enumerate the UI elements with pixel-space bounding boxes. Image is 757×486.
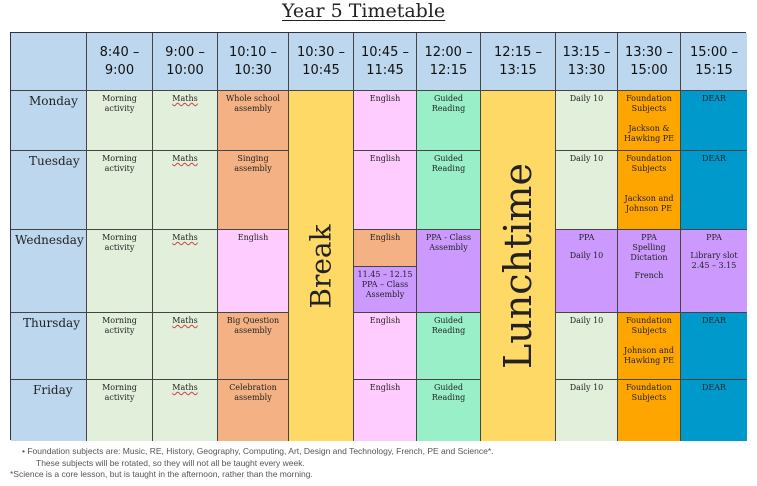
monday-daily-10: Daily 10 [556,91,618,151]
monday-english: English [354,91,417,151]
friday-guided-reading: Guided Reading [417,380,481,441]
corner-cell [11,33,87,91]
tuesday-assembly: Singing assembly [218,151,289,230]
time-header: 10:45 – 11:45 [354,33,417,91]
thursday-dear: DEAR [681,313,747,380]
wednesday-maths: Maths [153,230,218,313]
wednesday-english: English [354,230,417,267]
monday-morning-activity: Morning activity [87,91,153,151]
footnotes [10,446,494,481]
day-tuesday: Tuesday [11,151,87,230]
break-label: Break [304,223,338,309]
friday-dear: DEAR [681,380,747,441]
tuesday-guided-reading: Guided Reading [417,151,481,230]
monday-foundation: Foundation Subjects Jackson & Hawking PE [618,91,681,151]
friday-foundation: Foundation Subjects [618,380,681,441]
tuesday-daily-10: Daily 10 [556,151,618,230]
day-thursday: Thursday [11,313,87,380]
note-science: *Science is a core lesson, but is taught in the afternoon, rather than the morning. [10,469,313,479]
time-header: 10:10 – 10:30 [218,33,289,91]
monday-dear: DEAR [681,91,747,151]
note-rotation: These subjects will be rotated, so they will not all be taught every week. [36,457,305,468]
day-monday: Monday [11,91,87,151]
tuesday-morning-activity: Morning activity [87,151,153,230]
time-header: 9:00 – 10:00 [153,33,218,91]
friday-morning-activity: Morning activity [87,380,153,441]
time-header: 12:00 – 12:15 [417,33,481,91]
break-column [289,91,354,441]
thursday-assembly: Big Question assembly [218,313,289,380]
tuesday-dear: DEAR [681,151,747,230]
tuesday-maths: Maths [153,151,218,230]
wednesday-ppa-daily-10: PPA Daily 10 [556,230,618,313]
note-foundation: • Foundation subjects are: Music, RE, History, Geography, Computing, Art, Design and Technology, French, PE and Science*. [22,446,494,456]
friday-english: English [354,380,417,441]
day-friday: Friday [11,380,87,441]
time-header: 12:15 – 13:15 [481,33,556,91]
wednesday-ppa-slot: 11.45 – 12.15 PPA – Class Assembly [354,267,417,313]
thursday-daily-10: Daily 10 [556,313,618,380]
thursday-maths: Maths [153,313,218,380]
lunch-column [481,91,556,441]
time-header: 10:30 – 10:45 [289,33,354,91]
page-title: Year 5 Timetable [282,0,446,22]
wednesday-ppa-library: PPA Library slot 2.45 – 3.15 [681,230,747,313]
wednesday-english-early: English [218,230,289,313]
friday-daily-10: Daily 10 [556,380,618,441]
lunch-label: Lunchtime [496,163,541,369]
wednesday-ppa-spelling: PPA Spelling Dictation French [618,230,681,313]
wednesday-ppa-class-assembly: PPA - Class Assembly [417,230,481,313]
day-wednesday: Wednesday [11,230,87,313]
thursday-english: English [354,313,417,380]
time-header: 13:30 – 15:00 [618,33,681,91]
wednesday-morning-activity: Morning activity [87,230,153,313]
monday-assembly: Whole school assembly [218,91,289,151]
time-header: 13:15 – 13:30 [556,33,618,91]
thursday-guided-reading: Guided Reading [417,313,481,380]
thursday-morning-activity: Morning activity [87,313,153,380]
thursday-foundation: Foundation Subjects Johnson and Hawking PE [618,313,681,380]
time-header: 15:00 – 15:15 [681,33,747,91]
friday-maths: Maths [153,380,218,441]
time-header: 8:40 – 9:00 [87,33,153,91]
tuesday-english: English [354,151,417,230]
friday-assembly: Celebration assembly [218,380,289,441]
monday-maths: Maths [153,91,218,151]
timetable-grid [10,32,746,440]
tuesday-foundation: Foundation Subjects Jackson and Johnson PE [618,151,681,230]
monday-guided-reading: Guided Reading [417,91,481,151]
